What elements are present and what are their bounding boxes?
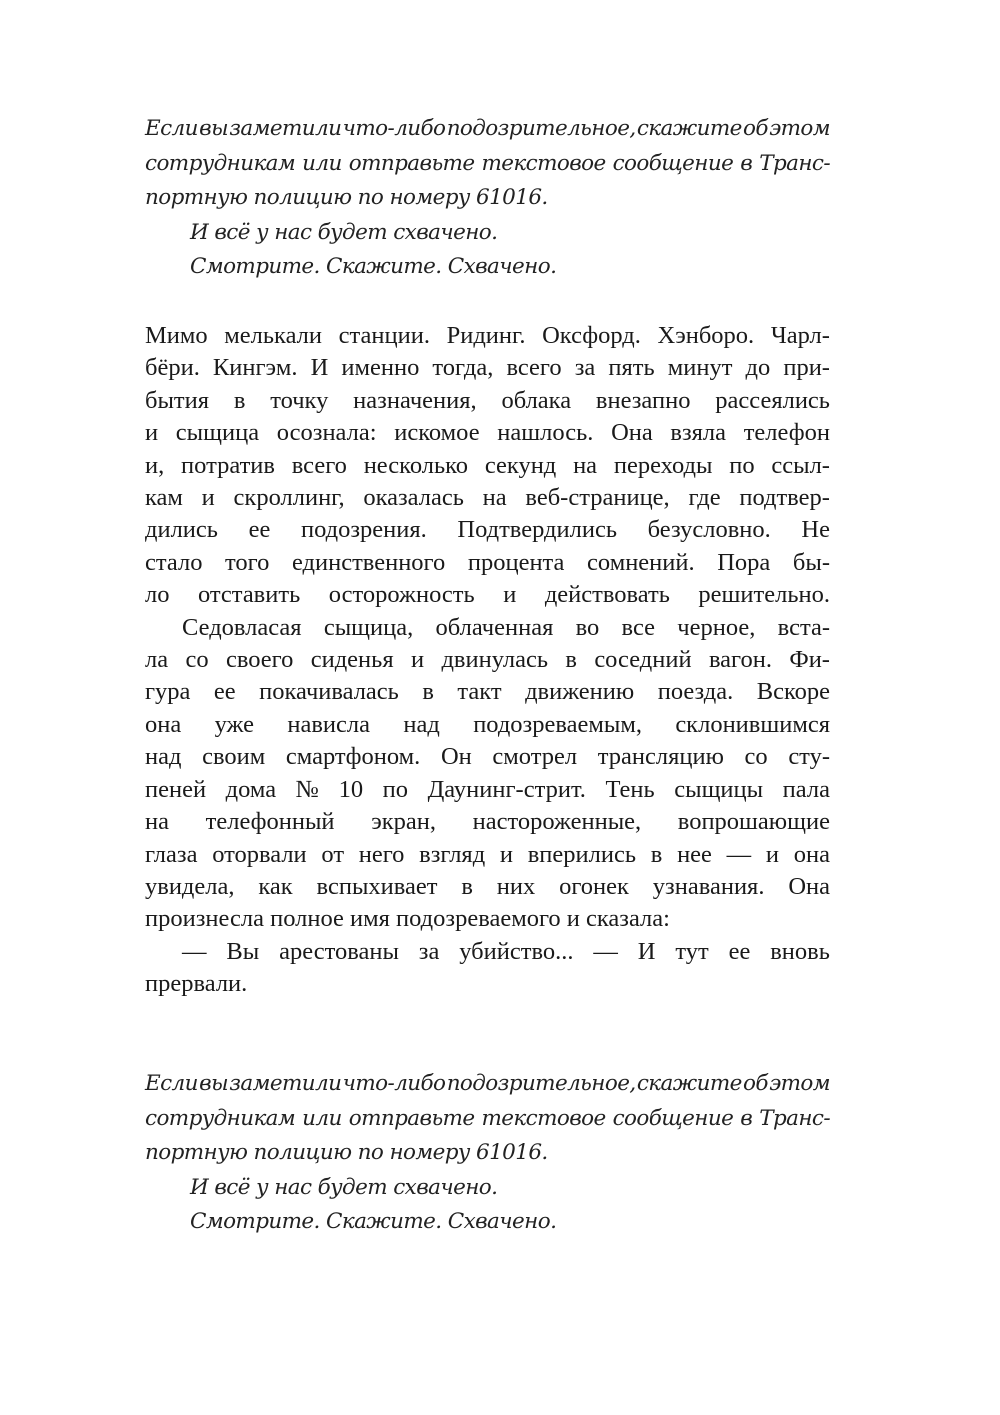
body-line: увидела, как вспыхивает в них огонек узнавания. Она <box>145 872 830 900</box>
paragraph-2 <box>145 612 830 936</box>
announcement-line: сотрудникам или отправьте текстовое сообщение в Транс- <box>145 150 830 176</box>
announcement-line: портную полицию по номеру 61016. <box>145 185 548 210</box>
body-line: ло отставить осторожность и действовать решительно. <box>145 581 830 609</box>
body-line: над своим смартфоном. Он смотрел трансляцию со сту- <box>145 743 830 771</box>
body-line: дились ее подозрения. Подтвердились безусловно. Не <box>145 516 830 544</box>
body-line: и, потратив всего несколько секунд на переходы по ссыл- <box>145 451 830 479</box>
announcement-line: портную полицию по номеру 61016. <box>145 1140 548 1165</box>
body-line: гура ее покачивалась в такт движению поезда. Вскоре <box>145 678 830 706</box>
announcement-bottom <box>145 1067 830 1240</box>
body-line: бёри. Кингэм. И именно тогда, всего за пять минут до при- <box>145 354 830 382</box>
body-line: глаза оторвали от него взгляд и вперились в нее — и она <box>145 840 830 868</box>
announcement-line: Если вы заметили что-либо подозрительное, скажите об этом <box>145 116 830 141</box>
paragraph-1 <box>145 320 830 612</box>
body-text <box>145 320 830 1001</box>
body-line: ла со своего сиденья и двинулась в соседний вагон. Фи- <box>145 646 830 674</box>
announcement-line: И всё у нас будет схвачено. <box>190 1174 498 1200</box>
announcement-top <box>145 112 830 285</box>
announcement-line: Смотрите. Скажите. Схвачено. <box>190 254 557 279</box>
announcement-line: Если вы заметили что-либо подозрительное, скажите об этом <box>145 1071 830 1096</box>
body-line: бытия в точку назначения, облака внезапно рассеялись <box>145 386 830 414</box>
body-line: и сыщица осознала: искомое нашлось. Она взяла телефон <box>145 419 830 447</box>
body-line: стало того единственного процента сомнений. Пора бы- <box>145 548 830 576</box>
body-line: она уже нависла над подозреваемым, склонившимся <box>145 710 830 738</box>
body-line: прервали. <box>145 970 248 998</box>
body-line: — Вы арестованы за убийство... — И тут ее вновь <box>182 937 830 965</box>
body-line: Мимо мелькали станции. Ридинг. Оксфорд. Хэнборо. Чарл- <box>145 322 830 349</box>
body-line: на телефонный экран, настороженные, вопрошающие <box>145 808 830 836</box>
body-line: произнесла полное имя подозреваемого и сказала: <box>145 905 670 933</box>
body-line: пеней дома № 10 по Даунинг-стрит. Тень сыщицы пала <box>145 775 830 803</box>
announcement-line: Смотрите. Скажите. Схвачено. <box>190 1209 557 1234</box>
announcement-line: И всё у нас будет схвачено. <box>190 219 498 245</box>
paragraph-3 <box>145 936 830 1001</box>
body-line: Седовласая сыщица, облаченная во все черное, вста- <box>182 613 830 641</box>
body-line: кам и скроллинг, оказалась на веб-странице, где подтвер- <box>145 484 830 512</box>
announcement-line: сотрудникам или отправьте текстовое сообщение в Транс- <box>145 1105 830 1131</box>
